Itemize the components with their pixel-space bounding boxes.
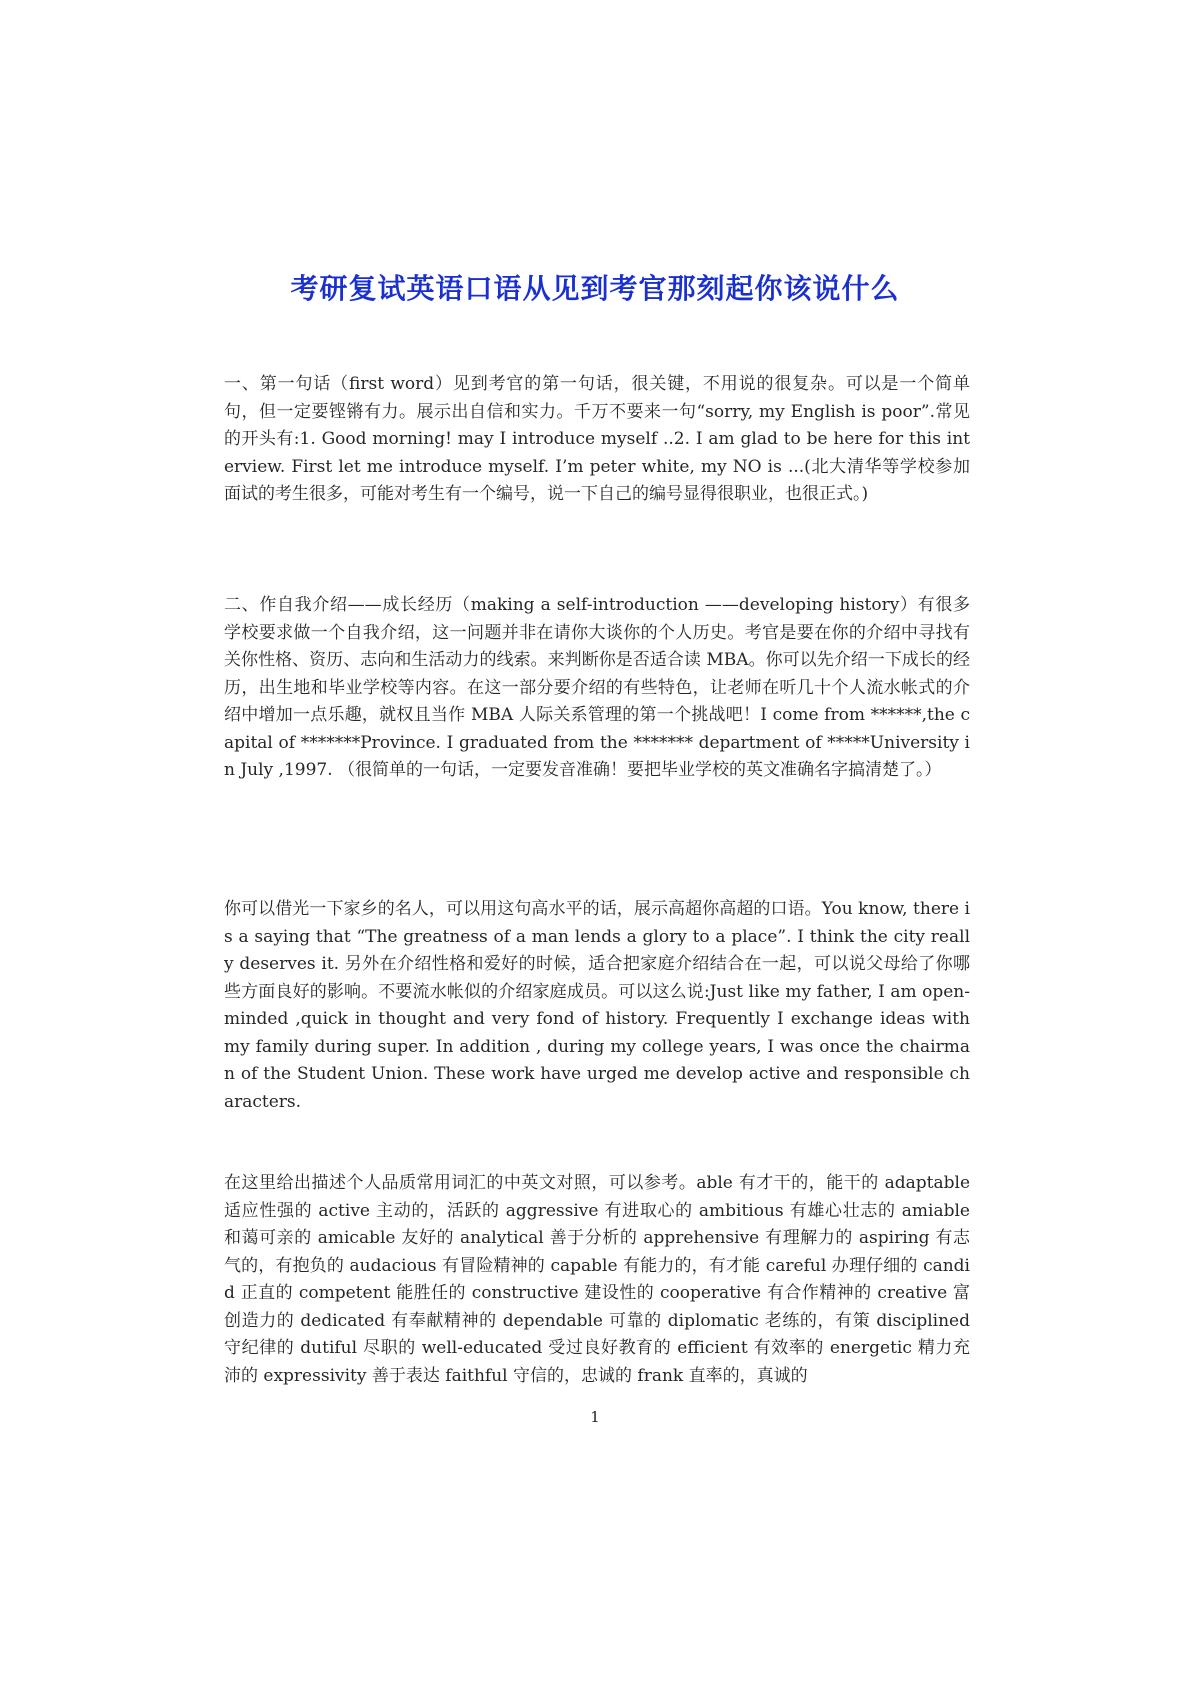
page-number: 1 — [590, 1408, 600, 1426]
paragraph-hometown-family: 你可以借光一下家乡的名人，可以用这句高水平的话，展示高超你高超的口语。You know, there is a saying that “The greatness of a man lends a glory to a place”. I think the city really deserves it. 另外在介绍性格和爱好的时候，适合把家庭介绍结合在一起，可以说父母给了你哪些方面良好的影响。不要流水帐似的介绍家庭成员。可以这么说:Just like my father, I am open-minded ,quick in thought and very fond of history. Frequently I exchange ideas with my family during super. In addition , during my college years, I was once the chairman of the Student Union. These work have urged me develop active and responsible characters. — [224, 899, 970, 1112]
page-title: 考研复试英语口语从见到考官那刻起你该说什么 — [290, 271, 900, 305]
paragraph-self-introduction: 二、作自我介绍——成长经历（making a self-introduction ——developing history）有很多学校要求做一个自我介绍，这一问题并非在请你大谈你的个人历史。考官是要在你的介绍中寻找有关你性格、资历、志向和生活动力的线索。来判断你是否适合读 MBA。你可以先介绍一下成长的经历，出生地和毕业学校等内容。在这一部分要介绍的有些特色，让老师在听几十个人流水帐式的介绍中增加一点乐趣，就权且当作 MBA 人际关系管理的第一个挑战吧！I come from ******,the capital of *******Province. I graduated from the ******* department of *****University in July ,1997. （很简单的一句话，一定要发音准确！要把毕业学校的英文准确名字搞清楚了。） — [224, 595, 970, 780]
paragraph-first-word: 一、第一句话（first word）见到考官的第一句话，很关键，不用说的很复杂。可以是一个简单句，但一定要铿锵有力。展示出自信和实力。千万不要来一句“sorry, my English is poor”.常见的开头有:1. Good morning! may I introduce myself ..2. I am glad to be here for this interview. First let me introduce myself. I’m peter white, my NO is ...(北大清华等学校参加面试的考生很多，可能对考生有一个编号，说一下自己的编号显得很职业，也很正式。) — [224, 374, 970, 504]
paragraph-vocabulary: 在这里给出描述个人品质常用词汇的中英文对照，可以参考。able 有才干的，能干的 adaptable 适应性强的 active 主动的，活跃的 aggressive 有进取心的 ambitious 有雄心壮志的 amiable 和蔼可亲的 amicable 友好的 analytical 善于分析的 apprehensive 有理解力的 aspiring 有志气的，有抱负的 audacious 有冒险精神的 capable 有能力的，有才能 careful 办理仔细的 candid 正直的 competent 能胜任的 constructive 建设性的 cooperative 有合作精神的 creative 富创造力的 dedicated 有奉献精神的 dependable 可靠的 diplomatic 老练的，有策 disciplined 守纪律的 dutiful 尽职的 well-educated 受过良好教育的 efficient 有效率的 energetic 精力充沛的 expressivity 善于表达 faithful 守信的，忠诚的 frank 直率的，真诚的 — [224, 1173, 970, 1386]
